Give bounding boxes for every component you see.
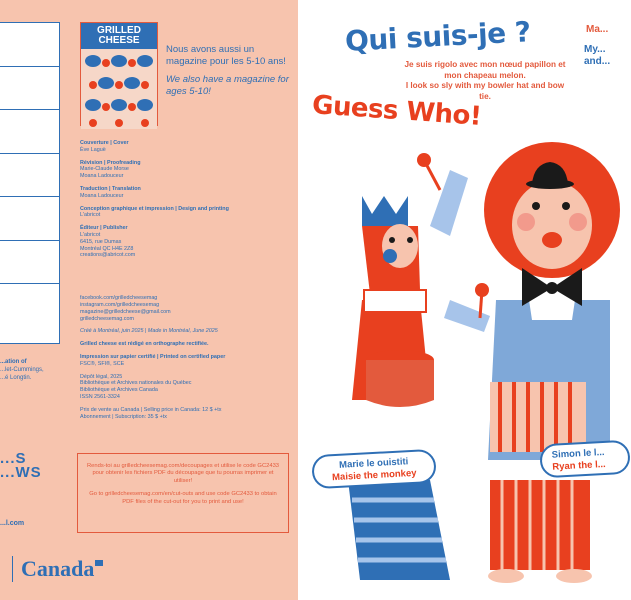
credit-line: creations@abricot.com [80, 252, 136, 259]
cropped-credit-line: ...let-Cummings, [0, 367, 44, 373]
credit-line: Moana Ladouceur [80, 173, 124, 180]
made-in-note: Créé à Montréal, juin 2025 | Made in Montréal, June 2025 [80, 328, 218, 335]
credit-heading: Conception graphique et impression | Design and printing [80, 205, 229, 212]
contact-link[interactable]: facebook.com/grilledcheesemag [80, 295, 158, 302]
cropped-credit-line: ...é Longtin. [0, 375, 32, 381]
cropped-url: ...l.com [0, 520, 25, 527]
riddle-text [400, 60, 570, 102]
credit-line: FSC®, SFI®, SCE [80, 360, 125, 367]
cropped-line: My... [584, 44, 606, 55]
promo-en: We also have a magazine for ages 5-10! [166, 74, 289, 97]
cropped-text-en [584, 44, 610, 68]
cutout-cell [0, 110, 59, 154]
cutout-download-notice [77, 453, 289, 533]
contact-link[interactable]: instagram.com/grilledcheesemag [80, 301, 160, 308]
credit-design [80, 206, 290, 220]
credit-line: 6415, rue Dumas [80, 238, 122, 245]
price-line: Prix de vente au Canada | Selling price in Canada: 12 $ +tx [80, 406, 222, 413]
magazine-promo [166, 44, 291, 98]
canada-wordmark [12, 556, 103, 582]
left-page [0, 0, 298, 600]
credit-translation [80, 186, 290, 200]
credit-heading: Traduction | Translation [80, 185, 141, 192]
contact-link[interactable]: magazine@grilledcheese@gmail.com [80, 308, 171, 315]
lion-pants-icon [490, 480, 590, 570]
label-en: Ryan the l... [552, 458, 606, 473]
title-en: Guess Who! [311, 90, 483, 132]
canada-text: Canada [21, 556, 95, 581]
cropped-line: and... [584, 56, 611, 67]
credit-line: Moana Ladouceur [80, 192, 124, 199]
cutout-cell [0, 67, 59, 111]
credit-line: Montréal QC H4E 2Z8 [80, 245, 134, 252]
label-fr: Simon le l... [551, 446, 605, 461]
magazine-cover [80, 22, 158, 126]
cropped-credit [0, 358, 70, 382]
legal-line: Bibliothèque et Archives nationales du Québec [80, 380, 192, 387]
monkey-collar-icon [364, 290, 426, 312]
title-fr: Qui suis-je ? [344, 15, 532, 58]
cropped-brand [0, 452, 42, 480]
legal-deposit [80, 374, 290, 401]
right-page [300, 0, 611, 600]
label-fr: Marie le ouistiti [338, 456, 409, 471]
cutout-cell [0, 241, 59, 285]
credit-line: Ève Laguë [80, 146, 106, 153]
price-info [80, 407, 290, 421]
cover-title-line: CHEESE [98, 35, 140, 46]
cutout-cell [0, 284, 59, 328]
paper-note [80, 354, 290, 368]
notice-en: Go to grilledcheesemag.com/en/cut-outs and use code GC2433 to obtain PDF files of the cut-out for you to print and use! [89, 491, 277, 505]
credit-proofreading [80, 160, 290, 180]
contact-list [80, 295, 290, 322]
credit-cover [80, 140, 290, 154]
monkey-name-label [311, 449, 437, 489]
credit-line: L'abricot [80, 212, 101, 219]
crown-icon [362, 196, 408, 226]
riddle-fr: Je suis rigolo avec mon nœud papillon et mon chapeau melon. [404, 60, 566, 80]
credit-line: Marie-Claude Morse [80, 166, 129, 173]
spelling-note: Grilled cheese est rédigé en orthographe rectifiée. [80, 341, 209, 348]
cropped-credit-line: ...ation of [0, 359, 27, 365]
price-line: Abonnement | Subscription: 35 $ +tx [80, 413, 167, 420]
credit-heading: Impression sur papier certifié | Printed on certified paper [80, 353, 226, 360]
legal-line: Dépôt légal, 2025 [80, 373, 123, 380]
lion-name-label [539, 440, 631, 479]
cover-title-line: GRILLED [97, 25, 141, 36]
notice-fr: Rends-toi au grilledcheesemag.com/decoupages et utilise le code GC2433 pour obtenir les fichiers PDF du découpage que tu pourras imprimer et utiliser! [86, 463, 280, 484]
cutout-cell [0, 23, 59, 67]
flag-icon [95, 560, 103, 566]
credit-publisher [80, 225, 290, 259]
riddle-en: I look so sly with my bowler hat and bow tie. [405, 81, 565, 101]
cutout-grid [0, 22, 60, 344]
credit-heading: Éditeur | Publisher [80, 225, 128, 232]
colophon [80, 140, 290, 426]
credit-heading: Révision | Proofreading [80, 159, 141, 166]
cropped-brand-line: ...S [0, 450, 27, 467]
cover-title [81, 23, 157, 49]
cutout-cell [0, 197, 59, 241]
cover-illustration [81, 49, 157, 129]
promo-fr: Nous avons aussi un magazine pour les 5-10 ans! [166, 44, 286, 67]
cropped-brand-line: ...WS [0, 464, 42, 481]
label-en: Maisie the monkey [331, 467, 417, 484]
cover-pattern-icon [81, 49, 159, 129]
monkey-skirt-icon [348, 480, 450, 580]
contact-link[interactable]: grilledcheesemag.com [80, 315, 134, 322]
credit-line: L'abricot [80, 231, 101, 238]
legal-line: Bibliothèque et Archives Canada [80, 387, 158, 394]
legal-line: ISSN 2561-3324 [80, 393, 120, 400]
cutout-cell [0, 154, 59, 198]
credit-heading: Couverture | Cover [80, 140, 129, 146]
cropped-text-fr: Ma... [586, 24, 609, 35]
